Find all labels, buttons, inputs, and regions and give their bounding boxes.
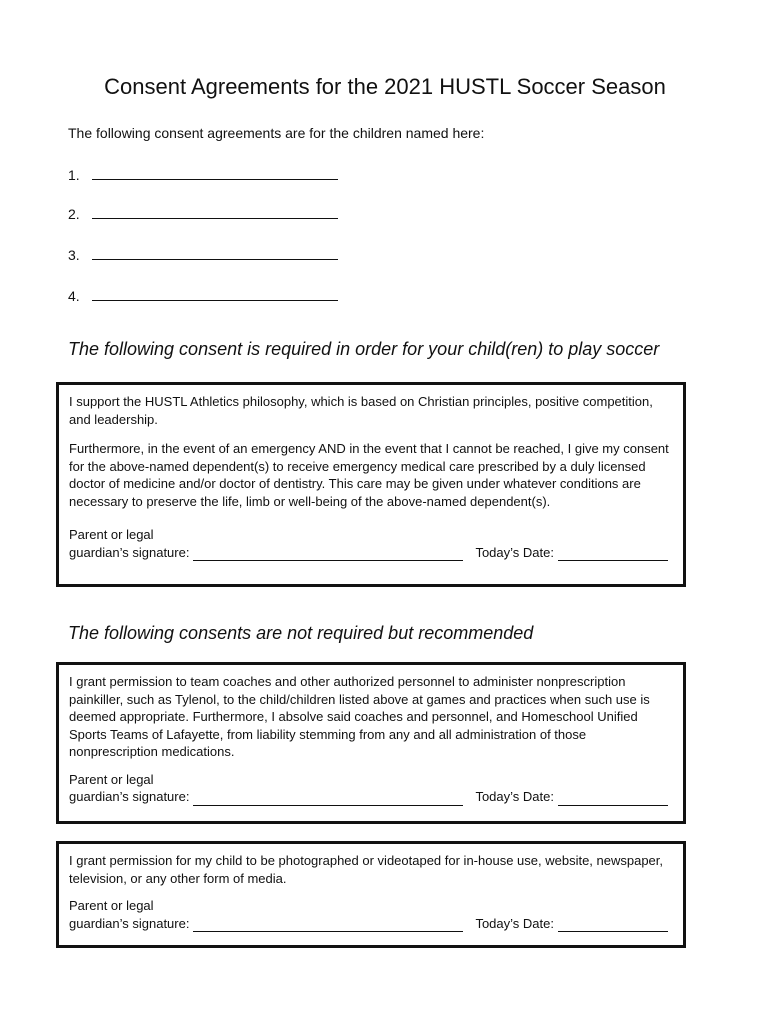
media-consent-box	[56, 841, 686, 948]
medication-consent-box	[56, 662, 686, 824]
date-field[interactable]	[558, 919, 668, 932]
required-heading: The following consent is required in order for your child(ren) to play soccer	[68, 339, 660, 359]
signature-block	[69, 771, 673, 806]
signature-block	[69, 897, 673, 932]
date-label: Today’s Date:	[475, 544, 554, 560]
signature-label-line2: guardian’s signature:	[69, 915, 190, 931]
signature-label-line2: guardian’s signature:	[69, 544, 190, 560]
child-number: 3.	[68, 247, 80, 263]
signature-label-line1: Parent or legal	[69, 527, 154, 542]
child-name-line-2	[68, 205, 338, 223]
child-name-field-4[interactable]	[92, 288, 338, 301]
date-label: Today’s Date:	[475, 915, 554, 931]
required-consent-box	[56, 382, 686, 587]
child-number: 4.	[68, 288, 80, 304]
child-name-line-4	[68, 287, 338, 305]
medication-consent-text: I grant permission to team coaches and other authorized personnel to administer nonprescription painkiller, such as Tylenol, to the child/children listed above at games and practices when such use is deemed appropriate. Furthermore, I absolve said coaches and personnel, and Homeschool Unified Sports Teams of Lafayette, from liability stemming from any and all administration of those nonprescription medications.	[69, 674, 650, 759]
signature-label-line1: Parent or legal	[69, 771, 154, 787]
guardian-signature-field[interactable]	[193, 793, 463, 806]
signature-block	[69, 526, 673, 561]
child-name-field-3[interactable]	[92, 247, 338, 260]
signature-label-line2: guardian’s signature:	[69, 789, 190, 804]
guardian-signature-field[interactable]	[193, 548, 463, 561]
signature-label-line1: Parent or legal	[69, 898, 154, 913]
child-number: 1.	[68, 167, 80, 183]
philosophy-text: I support the HUSTL Athletics philosophy, which is based on Christian principles, positive competition, and leadership.	[69, 394, 653, 427]
media-consent-text: I grant permission for my child to be photographed or videotaped for in-house use, website, newspaper, television, or any other form of media.	[69, 853, 664, 886]
date-field[interactable]	[558, 548, 668, 561]
child-name-field-2[interactable]	[92, 206, 338, 219]
recommended-heading: The following consents are not required but recommended	[68, 623, 534, 643]
date-field[interactable]	[558, 793, 668, 806]
page-title: Consent Agreements for the 2021 HUSTL Soccer Season	[104, 74, 666, 99]
child-name-line-1	[68, 166, 338, 184]
guardian-signature-field[interactable]	[193, 919, 463, 932]
child-name-line-3	[68, 246, 338, 264]
child-number: 2.	[68, 206, 80, 222]
date-label: Today’s Date:	[475, 789, 554, 804]
intro-text: The following consent agreements are for the children named here:	[68, 125, 485, 141]
emergency-care-text: Furthermore, in the event of an emergency AND in the event that I cannot be reached, I give my consent for the above-named dependent(s) to receive emergency medical care prescribed by a duly licensed doctor of medicine and/or doctor of dentistry. This care may be given under whatever conditions are necessary to preserve the life, limb or well-being of the above-named dependent(s).	[69, 441, 669, 509]
child-name-field-1[interactable]	[92, 167, 338, 180]
